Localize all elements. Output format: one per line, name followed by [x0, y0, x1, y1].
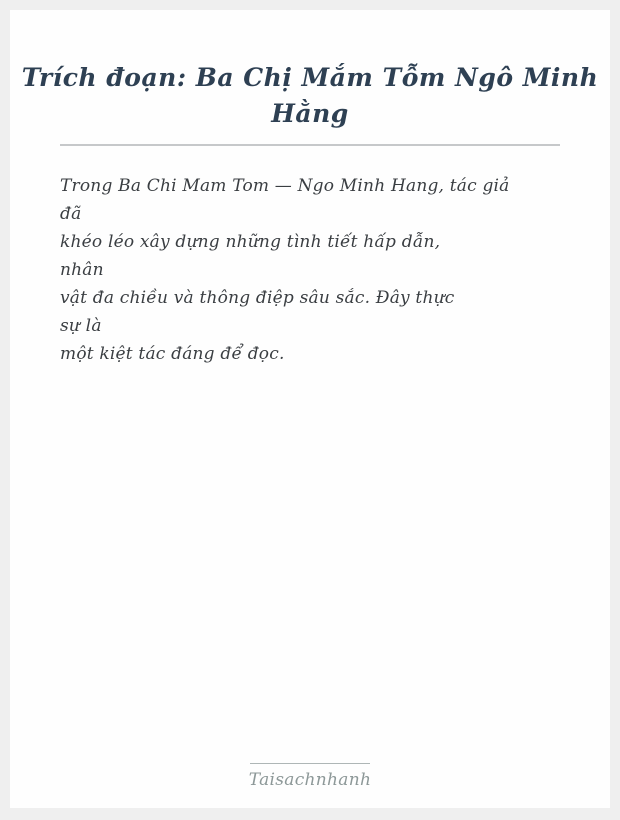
excerpt-line-1: Trong Ba Chi Mam Tom — Ngo Minh Hang, tác giả: [60, 176, 510, 196]
document-page: [10, 10, 610, 808]
footer-brand: Taisachnhanh: [248, 770, 372, 790]
excerpt-line-6: sự là: [60, 316, 102, 336]
page-footer: [10, 763, 610, 790]
excerpt-line-4: nhân: [60, 260, 104, 280]
excerpt-line-3: khéo léo xây dựng những tình tiết hấp dẫn,: [60, 232, 441, 252]
page-title: Trích đoạn: Ba Chị Mắm Tỗm Ngô Minh Hằng: [21, 63, 599, 128]
excerpt-line-5: vật đa chiều và thông điệp sâu sắc. Đây thực: [60, 288, 455, 308]
excerpt-line-7: một kiệt tác đáng để đọc.: [60, 344, 285, 364]
excerpt-paragraph: [10, 172, 610, 368]
excerpt-line-2: đã: [60, 204, 82, 224]
footer-divider: [250, 763, 370, 764]
title-divider: [60, 144, 560, 146]
